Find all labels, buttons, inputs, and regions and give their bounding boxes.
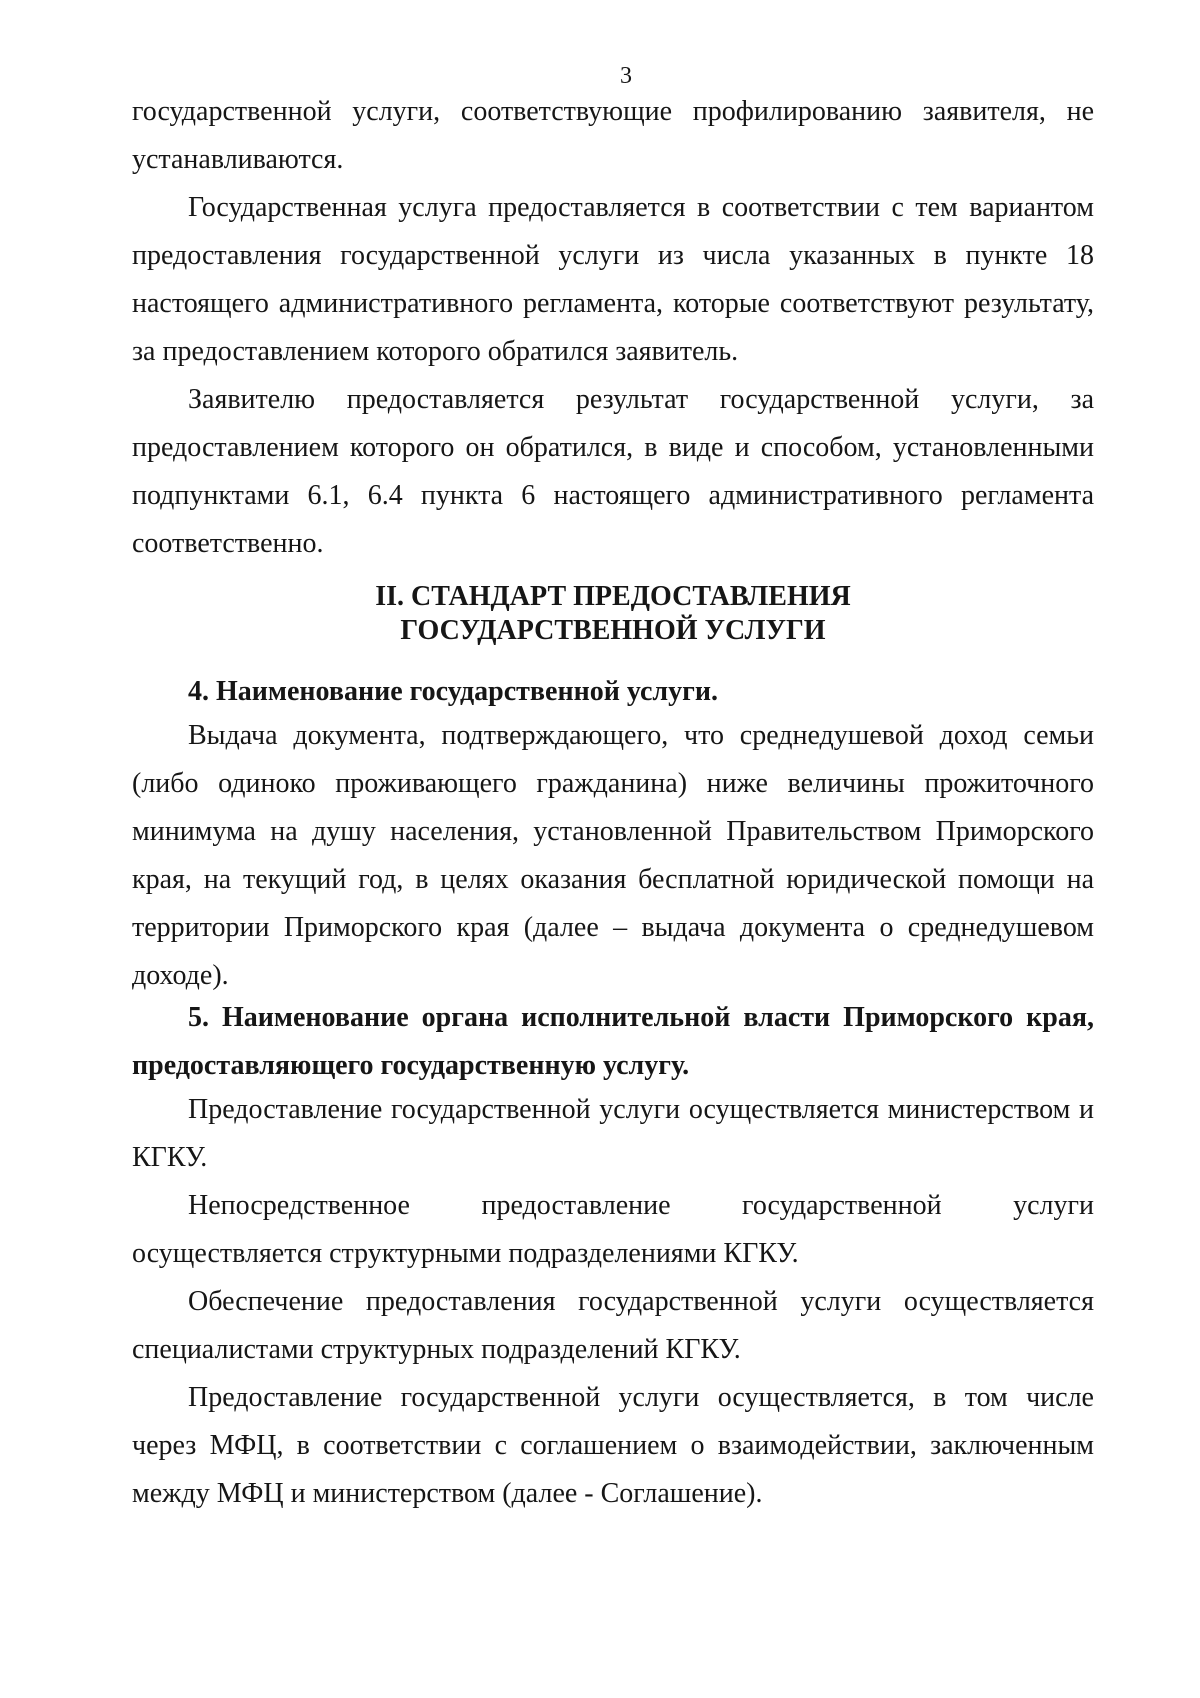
intro-block [132, 88, 1094, 568]
item-4-paragraph: Выдача документа, подтверждающего, что среднедушевой доход семьи (либо одиноко проживающего гражданина) ниже величины прожиточного минимума на душу населения, установленной Правительством Приморского края, на текущий год, в целях оказания бесплатной юридической помощи на территории Приморского края (далее – выдача документа о среднедушевом доходе). [132, 720, 1094, 991]
item-4-block [132, 712, 1094, 1000]
section-title-line-1: II. СТАНДАРТ ПРЕДОСТАВЛЕНИЯ [375, 581, 851, 612]
item-5-paragraph-2: Непосредственное предоставление государственной услуги осуществляется структурными подразделениями КГКУ. [132, 1190, 1094, 1269]
page-number: 3 [620, 63, 632, 89]
section-title [132, 580, 1094, 648]
intro-paragraph-1: государственной услуги, соответствующие профилированию заявителя, не устанавливаются. [132, 96, 1094, 175]
section-title-line-2: ГОСУДАРСТВЕННОЙ УСЛУГИ [400, 615, 826, 646]
item-5-paragraph-1: Предоставление государственной услуги осуществляется министерством и КГКУ. [132, 1094, 1094, 1173]
intro-paragraph-3: Заявителю предоставляется результат государственной услуги, за предоставлением которого он обратился, в виде и способом, установленными подпунктами 6.1, 6.4 пункта 6 настоящего административного регламента соответственно. [132, 384, 1094, 559]
item-5-heading: 5. Наименование органа исполнительной власти Приморского края, предоставляющего государственную услугу. [132, 1002, 1094, 1081]
item-5-paragraph-3: Обеспечение предоставления государственной услуги осуществляется специалистами структурных подразделений КГКУ. [132, 1286, 1094, 1365]
item-4-heading: 4. Наименование государственной услуги. [188, 676, 718, 707]
item-5-block [132, 1086, 1094, 1518]
item-5-paragraph-4: Предоставление государственной услуги осуществляется, в том числе через МФЦ, в соответствии с соглашением о взаимодействии, заключенным между МФЦ и министерством (далее - Соглашение). [132, 1382, 1094, 1509]
intro-paragraph-2: Государственная услуга предоставляется в соответствии с тем вариантом предоставления государственной услуги из числа указанных в пункте 18 настоящего административного регламента, которые соответствуют результату, за предоставлением которого обратился заявитель. [132, 192, 1094, 367]
